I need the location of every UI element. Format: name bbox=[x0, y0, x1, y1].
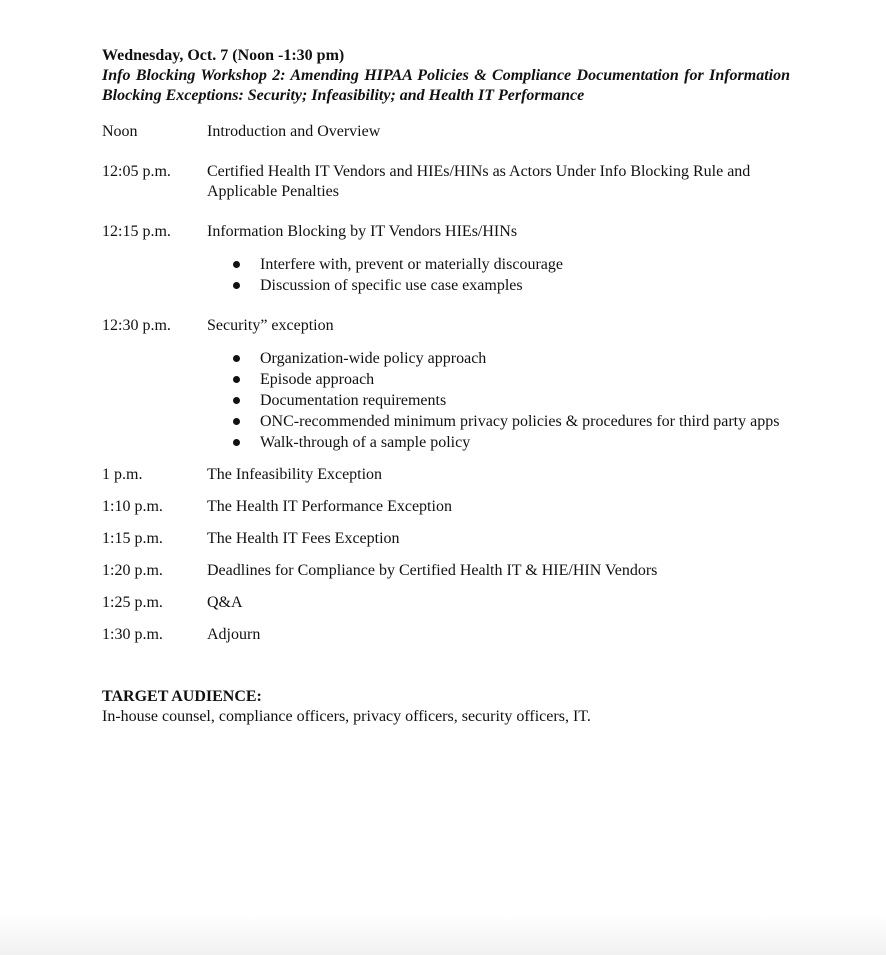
target-audience-text: In-house counsel, compliance officers, privacy officers, security officers, IT. bbox=[102, 708, 591, 725]
agenda-row bbox=[102, 122, 790, 142]
agenda-time: 1 p.m. bbox=[102, 466, 143, 483]
agenda-row bbox=[102, 561, 790, 581]
agenda-topic: Introduction and Overview bbox=[207, 123, 381, 140]
agenda-bullet-item bbox=[233, 369, 790, 390]
agenda-item bbox=[207, 529, 790, 549]
agenda-item bbox=[207, 162, 790, 202]
agenda-bullet-item bbox=[233, 254, 790, 275]
agenda-row bbox=[102, 316, 790, 453]
agenda-bullet-item bbox=[233, 432, 790, 453]
agenda-topic: Q&A bbox=[207, 594, 243, 611]
agenda-row bbox=[102, 162, 790, 202]
page-bottom-shadow bbox=[0, 915, 886, 955]
agenda-topic: Certified Health IT Vendors and HIEs/HINs as Actors Under Info Blocking Rule and Applicable Penalties bbox=[207, 163, 751, 200]
session-title: Info Blocking Workshop 2: Amending HIPAA Policies & Compliance Documentation for Information Blocking Exceptions: Security; Infeasibility; and Health IT Performance bbox=[102, 67, 790, 104]
agenda-row bbox=[102, 593, 790, 613]
agenda-row bbox=[102, 465, 790, 485]
agenda-time: 12:15 p.m. bbox=[102, 223, 171, 240]
agenda-bullet-text: Episode approach bbox=[260, 371, 375, 388]
bullet-dot-icon bbox=[233, 355, 240, 362]
agenda-time: Noon bbox=[102, 123, 138, 140]
agenda-time: 12:30 p.m. bbox=[102, 317, 171, 334]
target-audience-section bbox=[102, 687, 790, 727]
agenda-bullet-item bbox=[233, 275, 790, 296]
session-date: Wednesday, Oct. 7 (Noon -1:30 pm) bbox=[102, 47, 345, 64]
agenda-bullet-item bbox=[233, 390, 790, 411]
agenda-bullet-text: Interfere with, prevent or materially discourage bbox=[260, 256, 563, 273]
agenda-bullet-list bbox=[207, 348, 790, 453]
agenda-row bbox=[102, 497, 790, 517]
agenda-bullet-text: ONC-recommended minimum privacy policies & procedures for third party apps bbox=[260, 413, 780, 430]
agenda-topic: Deadlines for Compliance by Certified Health IT & HIE/HIN Vendors bbox=[207, 562, 658, 579]
agenda-row bbox=[102, 625, 790, 645]
agenda-time: 1:25 p.m. bbox=[102, 594, 163, 611]
agenda-item bbox=[207, 122, 790, 142]
agenda-time: 1:15 p.m. bbox=[102, 530, 163, 547]
bullet-dot-icon bbox=[233, 261, 240, 268]
agenda-bullet-text: Documentation requirements bbox=[260, 392, 447, 409]
agenda-topic: The Health IT Performance Exception bbox=[207, 498, 452, 515]
bullet-dot-icon bbox=[233, 376, 240, 383]
agenda-bullet-text: Discussion of specific use case examples bbox=[260, 277, 523, 294]
agenda-item bbox=[207, 497, 790, 517]
agenda-bullet-list bbox=[207, 254, 790, 296]
agenda-bullet-item bbox=[233, 348, 790, 369]
agenda-topic: Adjourn bbox=[207, 626, 261, 643]
target-audience-heading: TARGET AUDIENCE: bbox=[102, 688, 262, 705]
agenda-topic: Information Blocking by IT Vendors HIEs/HINs bbox=[207, 223, 518, 240]
agenda-item bbox=[207, 316, 790, 453]
agenda-time: 1:20 p.m. bbox=[102, 562, 163, 579]
bullet-dot-icon bbox=[233, 397, 240, 404]
agenda-schedule bbox=[102, 122, 790, 645]
agenda-item bbox=[207, 465, 790, 485]
document-page bbox=[102, 46, 790, 727]
bullet-dot-icon bbox=[233, 418, 240, 425]
agenda-bullet-item bbox=[233, 411, 790, 432]
agenda-time: 1:10 p.m. bbox=[102, 498, 163, 515]
agenda-item bbox=[207, 593, 790, 613]
agenda-topic: Security” exception bbox=[207, 317, 334, 334]
agenda-bullet-text: Organization-wide policy approach bbox=[260, 350, 487, 367]
agenda-time: 12:05 p.m. bbox=[102, 163, 171, 180]
agenda-item bbox=[207, 222, 790, 296]
agenda-topic: The Health IT Fees Exception bbox=[207, 530, 400, 547]
agenda-time: 1:30 p.m. bbox=[102, 626, 163, 643]
agenda-item bbox=[207, 625, 790, 645]
bullet-dot-icon bbox=[233, 439, 240, 446]
agenda-topic: The Infeasibility Exception bbox=[207, 466, 383, 483]
agenda-bullet-text: Walk-through of a sample policy bbox=[260, 434, 471, 451]
agenda-item bbox=[207, 561, 790, 581]
bullet-dot-icon bbox=[233, 282, 240, 289]
agenda-row bbox=[102, 529, 790, 549]
agenda-row bbox=[102, 222, 790, 296]
